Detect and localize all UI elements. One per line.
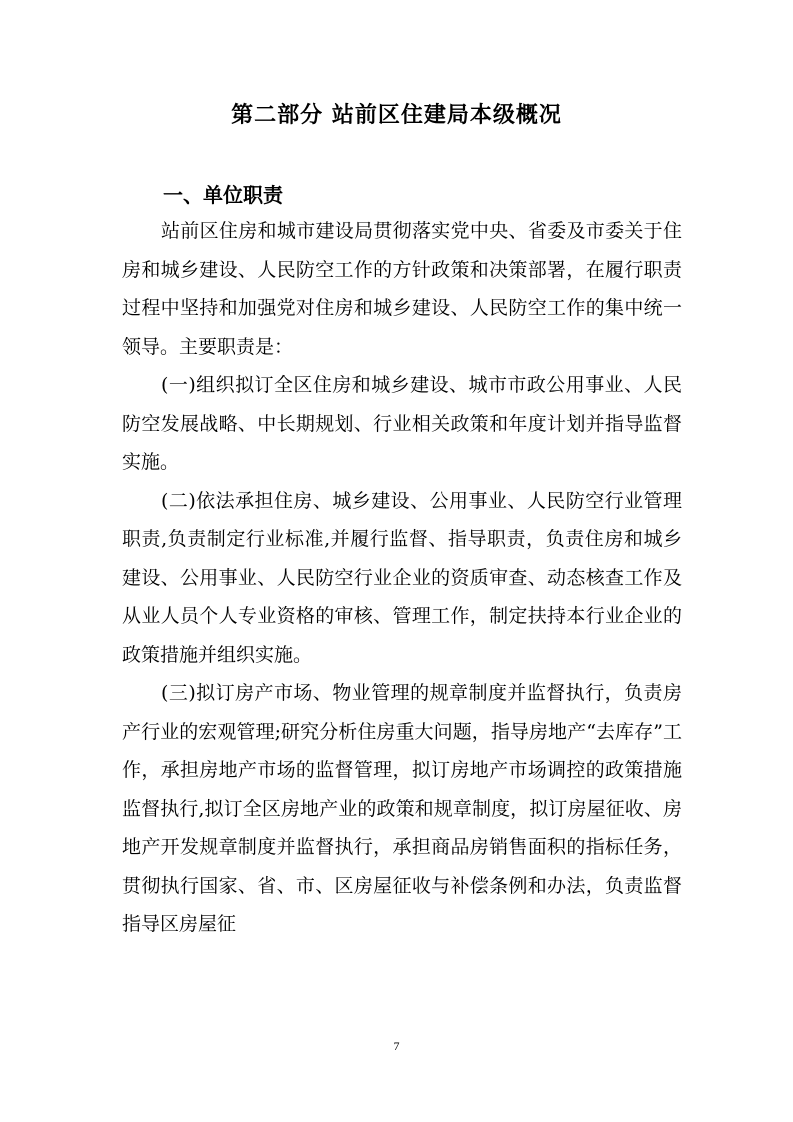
page-number: 7	[393, 1039, 400, 1053]
body-text	[122, 212, 682, 944]
page-title: 第二部分 站前区住建局本级概况	[231, 103, 562, 128]
paragraph-intro: 站前区住房和城市建设局贯彻落实党中央、省委及市委关于住房和城乡建设、人民防空工作的方针政策和决策部署，在履行职责过程中坚持和加强党对住房和城乡建设、人民防空工作的集中统一领导。主要职责是：	[122, 220, 682, 358]
paragraph-duty-3: (三)拟订房产市场、物业管理的规章制度并监督执行，负责房产行业的宏观管理;研究分析住房重大问题，指导房地产“去库存”工作，承担房地产市场的监督管理，拟订房地产市场调控的政策措施监督执行,拟订全区房地产业的政策和规章制度，拟订房屋征收、房地产开发规章制度并监督执行，承担商品房销售面积的指标任务，贯彻执行国家、省、市、区房屋征收与补偿条例和办法，负责监督指导区房屋征	[122, 682, 682, 935]
paragraph-duty-2: (二)依法承担住房、城乡建设、公用事业、人民防空行业管理职责,负责制定行业标准,并履行监督、指导职责，负责住房和城乡建设、公用事业、人民防空行业企业的资质审查、动态核查工作及从业人员个人专业资格的审核、管理工作，制定扶持本行业企业的政策措施并组织实施。	[122, 489, 682, 666]
paragraph-duty-1: (一)组织拟订全区住房和城乡建设、城市市政公用事业、人民防空发展战略、中长期规划、行业相关政策和年度计划并指导监督实施。	[122, 374, 682, 473]
section-heading: 一、单位职责	[163, 183, 283, 207]
